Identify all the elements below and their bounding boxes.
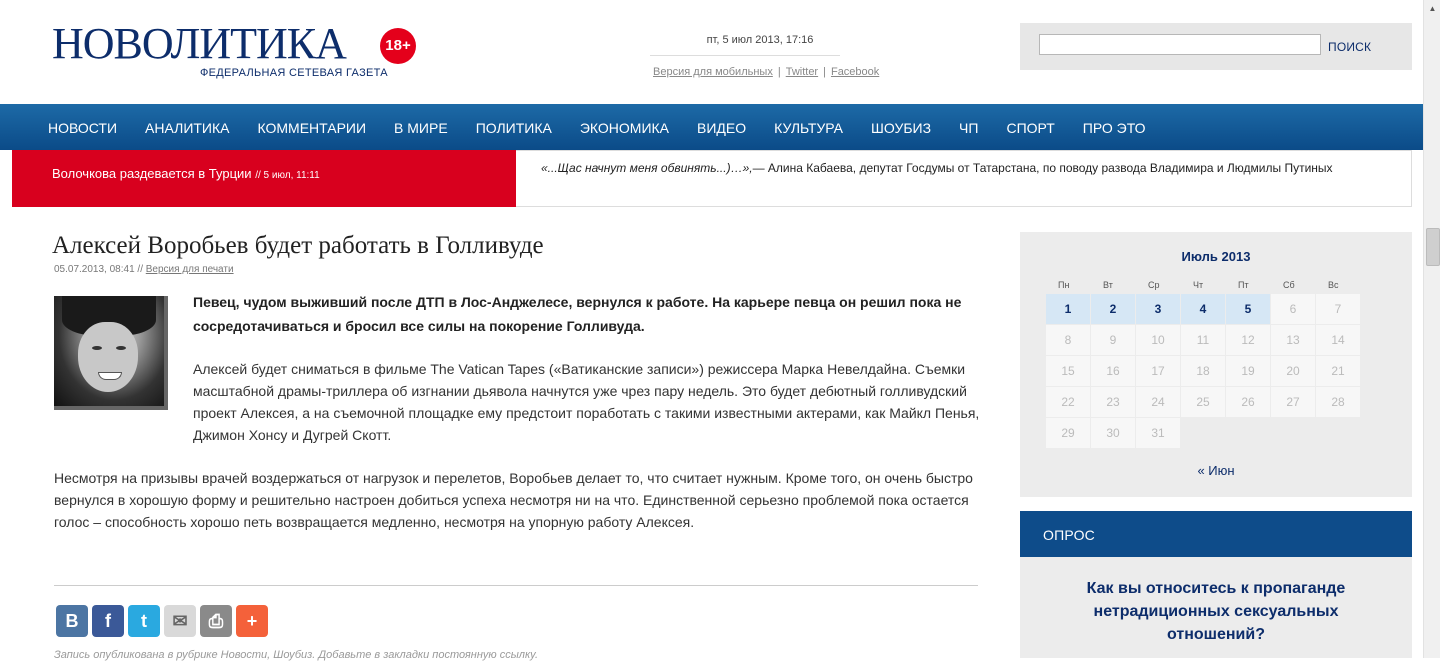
calendar-weekday: Чт xyxy=(1193,280,1204,290)
calendar-day[interactable]: 5 xyxy=(1226,294,1270,324)
print-share-icon[interactable]: ⎙ xyxy=(200,605,232,637)
article-meta xyxy=(54,264,234,275)
article-lead: Певец, чудом выживший после ДТП в Лос-Анджелесе, вернулся к работе. На карьере певца он решил пока не сосредотачиваться и бросил все силы на покорение Голливуда. xyxy=(193,294,962,334)
calendar-day: 25 xyxy=(1181,387,1225,417)
age-rating-badge: 18+ xyxy=(380,28,416,64)
nav-item[interactable]: ЭКОНОМИКА xyxy=(579,120,670,136)
calendar-day: 23 xyxy=(1091,387,1135,417)
calendar-day: 18 xyxy=(1181,356,1225,386)
search-input[interactable] xyxy=(1039,34,1321,55)
calendar-day: 19 xyxy=(1226,356,1270,386)
article-divider xyxy=(54,585,978,586)
calendar-weekday: Вс xyxy=(1328,280,1339,290)
calendar-day: 10 xyxy=(1136,325,1180,355)
nav-item[interactable]: ВИДЕО xyxy=(697,120,747,136)
twitter-share-icon[interactable]: t xyxy=(128,605,160,637)
calendar-day: 24 xyxy=(1136,387,1180,417)
nav-item[interactable]: НОВОСТИ xyxy=(48,120,118,136)
calendar-day: 31 xyxy=(1136,418,1180,448)
calendar-day: 17 xyxy=(1136,356,1180,386)
calendar-title: Июль 2013 xyxy=(1181,249,1251,264)
nav-item[interactable]: ПРО ЭТО xyxy=(1082,120,1146,136)
site-tagline: ФЕДЕРАЛЬНАЯ СЕТЕВАЯ ГАЗЕТА xyxy=(200,67,388,79)
calendar-day: 12 xyxy=(1226,325,1270,355)
calendar-day[interactable]: 2 xyxy=(1091,294,1135,324)
scroll-up-arrow-icon[interactable]: ▲ xyxy=(1428,4,1437,13)
more-share-icon[interactable]: + xyxy=(236,605,268,637)
article-title: Алексей Воробьев будет работать в Голливуде xyxy=(52,232,544,259)
calendar-day: 9 xyxy=(1091,325,1135,355)
poll-header xyxy=(1020,511,1412,557)
calendar-prev-month-link[interactable]: « Июн xyxy=(1197,463,1235,478)
breaking-news-time: // 5 июл, 11:11 xyxy=(255,170,320,181)
calendar-day: 30 xyxy=(1091,418,1135,448)
header-links xyxy=(653,66,879,78)
mobile-version-link[interactable]: Версия для мобильных xyxy=(653,66,773,78)
poll-body xyxy=(1020,557,1412,658)
calendar-day: 7 xyxy=(1316,294,1360,324)
article-footer-note: Запись опубликована в рубрике Новости, Шоубиз. Добавьте в закладки постоянную ссылку. xyxy=(54,649,539,661)
breaking-news-headline[interactable]: Волочкова раздевается в Турции xyxy=(52,166,252,181)
nav-item[interactable]: ШОУБИЗ xyxy=(871,120,932,136)
article-date: 05.07.2013, 08:41 xyxy=(54,264,135,275)
link-separator: | xyxy=(823,66,826,78)
calendar-day: 20 xyxy=(1271,356,1315,386)
calendar-day: 13 xyxy=(1271,325,1315,355)
article-photo xyxy=(54,296,168,410)
calendar-day: 15 xyxy=(1046,356,1090,386)
nav-item[interactable]: СПОРТ xyxy=(1006,120,1055,136)
calendar-weekday: Пт xyxy=(1238,280,1249,290)
calendar-day[interactable]: 3 xyxy=(1136,294,1180,324)
main-navigation xyxy=(0,104,1423,150)
calendar-day: 8 xyxy=(1046,325,1090,355)
nav-item[interactable]: ПОЛИТИКА xyxy=(475,120,552,136)
calendar-day: 28 xyxy=(1316,387,1360,417)
calendar-day[interactable]: 1 xyxy=(1046,294,1090,324)
twitter-link[interactable]: Twitter xyxy=(785,66,819,78)
current-datetime: пт, 5 июл 2013, 17:16 xyxy=(706,34,814,46)
calendar-weekday: Сб xyxy=(1283,280,1295,290)
nav-item[interactable]: АНАЛИТИКА xyxy=(145,120,230,136)
article-paragraph: Несмотря на призывы врачей воздержаться от нагрузок и перелетов, Воробьев делает то, что считает нужным. Кроме того, он очень быстро вернулся в хорошую форму и решительно настроен добиться успеха несмотря ни на что. Единственной серьезно проблемой пока остается голос – способность хорошо петь возвращается медленно, несмотря на упорную работу Алексея. xyxy=(54,470,973,530)
calendar-weekday: Вт xyxy=(1103,280,1113,290)
scrollbar-thumb[interactable] xyxy=(1426,228,1440,266)
poll-heading: ОПРОС xyxy=(1043,527,1095,543)
calendar-weekday: Ср xyxy=(1148,280,1160,290)
calendar-day: 26 xyxy=(1226,387,1270,417)
quote-text[interactable]: «...Щас начнут меня обвинять...)…», xyxy=(541,161,753,175)
calendar-day: 14 xyxy=(1316,325,1360,355)
calendar-day: 22 xyxy=(1046,387,1090,417)
calendar-day[interactable]: 4 xyxy=(1181,294,1225,324)
quote-attribution: — Алина Кабаева, депутат Госдумы от Татарстана, по поводу развода Владимира и Людмилы Путиных xyxy=(752,161,1333,175)
article-paragraph: Алексей будет сниматься в фильме The Vatican Tapes («Ватиканские записи») режиссера Марка Невелдайна. Съемки масштабной драмы-триллера об изгнании дьявола начнутся уже чрез пару недель. Это будет дебютный голливудский проект Алексея, а на съемочной площадке ему предстоит поработать с такими известными актерами, как Майкл Пенья, Джимон Хонсу и Дугрей Скотт. xyxy=(193,361,980,443)
calendar-day: 21 xyxy=(1316,356,1360,386)
calendar-weekday: Пн xyxy=(1058,280,1070,290)
facebook-link[interactable]: Facebook xyxy=(830,66,880,78)
nav-item[interactable]: ЧП xyxy=(959,120,979,136)
calendar-day: 6 xyxy=(1271,294,1315,324)
search-panel xyxy=(1020,23,1412,70)
facebook-share-icon[interactable]: f xyxy=(92,605,124,637)
nav-item[interactable]: В МИРЕ xyxy=(394,120,448,136)
vertical-scrollbar[interactable] xyxy=(1423,0,1440,658)
site-logo[interactable]: НОВОЛИТИКА xyxy=(52,19,346,68)
calendar-day: 16 xyxy=(1091,356,1135,386)
quote-of-the-day xyxy=(516,150,1412,207)
calendar-day: 29 xyxy=(1046,418,1090,448)
nav-item[interactable]: КУЛЬТУРА xyxy=(774,120,844,136)
breaking-news-ticker[interactable] xyxy=(12,150,516,207)
header-divider xyxy=(650,55,840,56)
link-separator: | xyxy=(777,66,781,78)
meta-separator: // xyxy=(137,264,143,275)
print-version-link[interactable]: Версия для печати xyxy=(145,264,234,275)
nav-item[interactable]: КОММЕНТАРИИ xyxy=(257,120,367,136)
calendar-day: 27 xyxy=(1271,387,1315,417)
calendar-widget xyxy=(1020,232,1412,497)
search-button[interactable]: ПОИСК xyxy=(1328,40,1372,54)
vk-share-icon[interactable]: B xyxy=(56,605,88,637)
calendar-day: 11 xyxy=(1181,325,1225,355)
poll-question: Как вы относитесь к пропаганде нетрадиционных сексуальных отношений? xyxy=(1086,580,1346,643)
email-share-icon[interactable]: ✉ xyxy=(164,605,196,637)
